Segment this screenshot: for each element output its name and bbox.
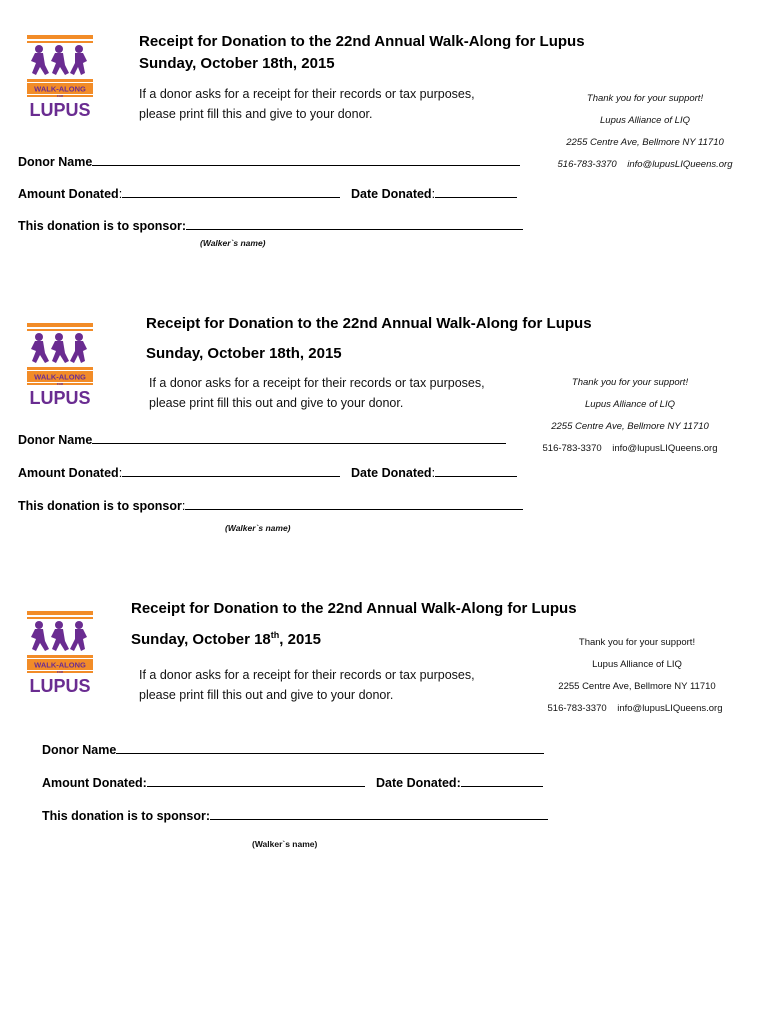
amount-donated-row xyxy=(42,774,365,790)
donor-name-label: Donor Name xyxy=(18,155,93,169)
date-donated-field[interactable] xyxy=(435,464,517,477)
amount-donated-field[interactable] xyxy=(122,464,340,477)
email-address[interactable]: info@lupusLIQueens.org xyxy=(612,443,718,454)
svg-text:LUPUS: LUPUS xyxy=(29,100,91,119)
thank-you-note: Thank you for your support! xyxy=(578,637,696,648)
instructions-line-2: please print fill this and give to your donor. xyxy=(139,107,373,121)
walker-name-caption: (Walker`s name) xyxy=(252,839,318,849)
donor-name-field[interactable] xyxy=(116,741,544,754)
donor-name-label: Donor Name xyxy=(18,433,93,447)
phone-number: 516-783-3370 xyxy=(542,443,602,454)
sponsor-row xyxy=(42,807,548,823)
sponsor-label: This donation is to sponsor: xyxy=(18,219,187,233)
amount-donated-label: Amount Donated: xyxy=(42,776,147,790)
date-donated-label: Date Donated xyxy=(351,466,432,480)
contact-info xyxy=(530,159,760,170)
organization-name: Lupus Alliance of LIQ xyxy=(585,399,675,410)
event-date: Sunday, October 18th, 2015 xyxy=(146,345,342,362)
sponsor-field[interactable] xyxy=(185,497,523,510)
contact-info xyxy=(515,443,745,454)
amount-donated-row: Amount Donated: xyxy=(18,464,340,480)
date-donated-label: Date Donated: xyxy=(376,776,461,790)
amount-donated-row: Amount Donated: xyxy=(18,185,340,201)
organization-name: Lupus Alliance of LIQ xyxy=(592,659,682,670)
date-donated-field[interactable] xyxy=(461,774,543,787)
donor-name-row xyxy=(18,431,506,447)
svg-text:LUPUS: LUPUS xyxy=(29,388,91,407)
donor-name-field[interactable] xyxy=(92,153,520,166)
phone-number: 516-783-3370 xyxy=(547,703,607,714)
walk-along-lupus-logo xyxy=(25,611,95,695)
instructions-line-1: If a donor asks for a receipt for their records or tax purposes, xyxy=(149,376,485,390)
walker-name-caption: (Walker`s name) xyxy=(200,238,266,248)
amount-donated-label: Amount Donated xyxy=(18,466,119,480)
logo xyxy=(25,611,95,695)
instructions-line-2: please print fill this out and give to your donor. xyxy=(139,688,394,702)
email-address[interactable]: info@lupusLIQueens.org xyxy=(627,159,733,170)
amount-donated-label: Amount Donated xyxy=(18,187,119,201)
svg-text:WALK-ALONG: WALK-ALONG xyxy=(34,84,86,94)
organization-address: 2255 Centre Ave, Bellmore NY 11710 xyxy=(566,137,724,148)
event-date: Sunday, October 18th, 2015 xyxy=(139,55,335,72)
walk-along-lupus-logo xyxy=(25,35,95,119)
svg-text:FOR: FOR xyxy=(56,382,64,386)
organization-address: 2255 Centre Ave, Bellmore NY 11710 xyxy=(551,421,709,432)
sponsor-label: This donation is to sponsor xyxy=(18,499,182,513)
walker-name-caption: (Walker`s name) xyxy=(225,523,291,533)
donor-name-row xyxy=(18,153,520,169)
date-donated-row: Date Donated: xyxy=(351,464,517,480)
svg-text:LUPUS: LUPUS xyxy=(29,676,91,695)
sponsor-field[interactable] xyxy=(210,807,548,820)
organization-name: Lupus Alliance of LIQ xyxy=(600,115,690,126)
phone-number: 516-783-3370 xyxy=(557,159,617,170)
event-date: Sunday, October 18th, 2015 xyxy=(131,630,321,648)
instructions-line-2: please print fill this out and give to your donor. xyxy=(149,396,404,410)
svg-text:WALK-ALONG: WALK-ALONG xyxy=(34,372,86,382)
svg-text:WALK-ALONG: WALK-ALONG xyxy=(34,660,86,670)
logo xyxy=(25,323,95,407)
thank-you-note: Thank you for your support! xyxy=(586,93,704,104)
date-donated-row xyxy=(376,774,543,790)
organization-address: 2255 Centre Ave, Bellmore NY 11710 xyxy=(558,681,716,692)
email-address[interactable]: info@lupusLIQueens.org xyxy=(617,703,723,714)
amount-donated-field[interactable] xyxy=(122,185,340,198)
sponsor-row xyxy=(18,217,523,233)
svg-text:FOR: FOR xyxy=(56,94,64,98)
receipt-title: Receipt for Donation to the 22nd Annual Walk-Along for Lupus xyxy=(139,33,585,50)
logo xyxy=(25,35,95,119)
donor-name-field[interactable] xyxy=(92,431,506,444)
receipt-title: Receipt for Donation to the 22nd Annual Walk-Along for Lupus xyxy=(146,315,592,332)
sponsor-field[interactable] xyxy=(186,217,523,230)
donor-name-row xyxy=(42,741,544,757)
contact-info xyxy=(505,703,765,714)
instructions-line-1: If a donor asks for a receipt for their records or tax purposes, xyxy=(139,668,475,682)
receipt-title: Receipt for Donation to the 22nd Annual Walk-Along for Lupus xyxy=(131,600,577,617)
date-donated-row: Date Donated: xyxy=(351,185,517,201)
date-donated-field[interactable] xyxy=(435,185,517,198)
svg-text:FOR: FOR xyxy=(56,670,64,674)
walk-along-lupus-logo xyxy=(25,323,95,407)
instructions-line-1: If a donor asks for a receipt for their records or tax purposes, xyxy=(139,87,475,101)
donor-name-label: Donor Name xyxy=(42,743,117,757)
date-donated-label: Date Donated xyxy=(351,187,432,201)
thank-you-note: Thank you for your support! xyxy=(571,377,689,388)
amount-donated-field[interactable] xyxy=(147,774,365,787)
sponsor-label: This donation is to sponsor: xyxy=(42,809,211,823)
sponsor-row: This donation is to sponsor: xyxy=(18,497,523,513)
